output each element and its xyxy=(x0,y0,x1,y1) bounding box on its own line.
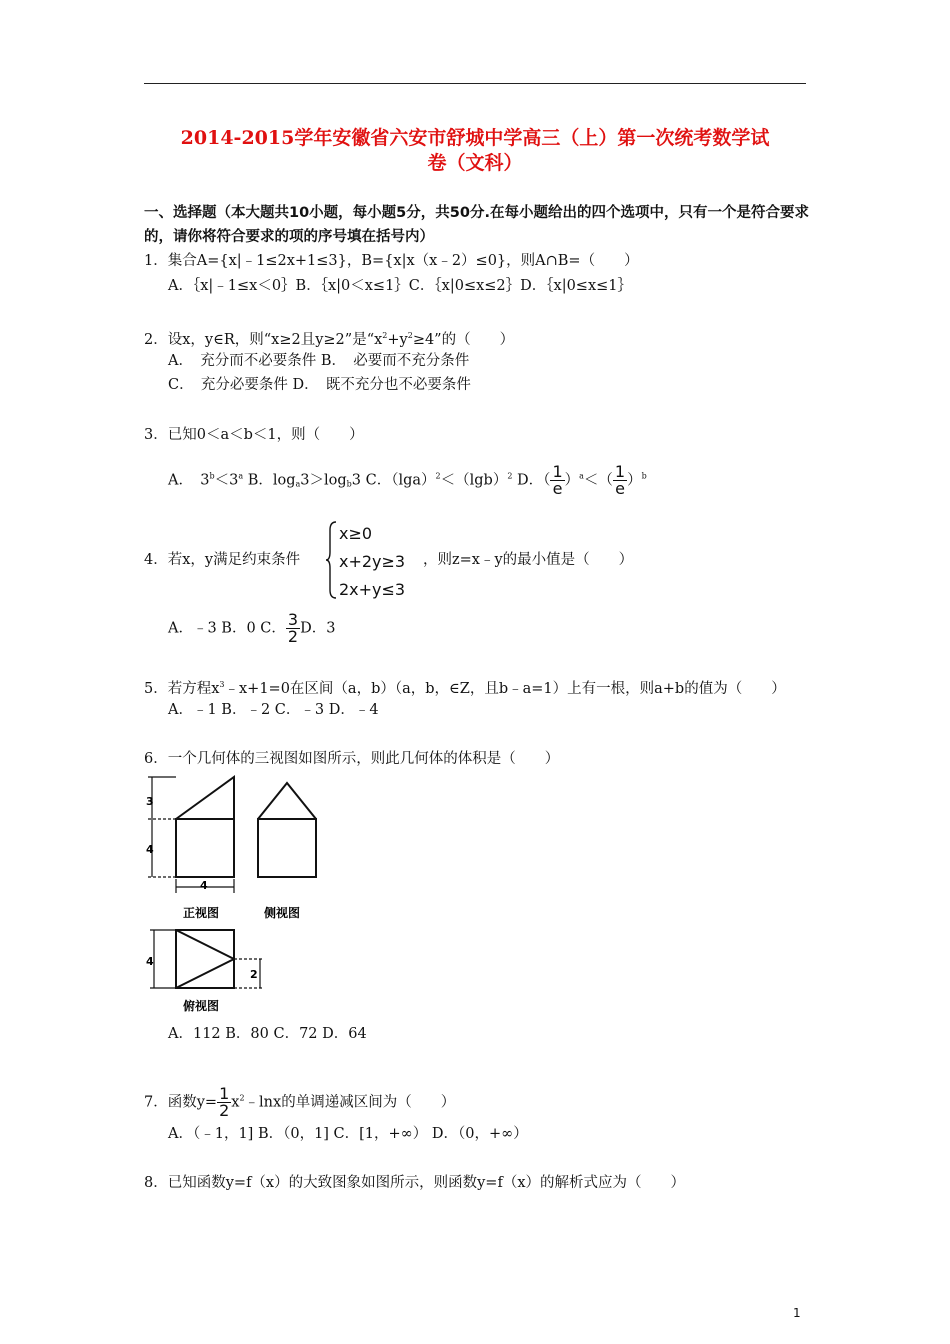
side-view xyxy=(258,783,316,877)
header-rule xyxy=(144,83,806,84)
question-5-options: A．﹣1 B．﹣2 C．﹣3 D．﹣4 xyxy=(168,702,379,718)
question-8-stem: 8．已知函数y=f（x）的大致图象如图所示，则函数y=f（x）的解析式应为（ ） xyxy=(144,1175,685,1191)
question-1-options: A．｛x|﹣1≤x＜0｝B．｛x|0＜x≤1｝C．｛x|0≤x≤2｝D．｛x|0≤x≤1｝ xyxy=(168,278,633,294)
side-view-label: 侧视图 xyxy=(264,906,301,920)
dim-label-4-width: 4 xyxy=(200,879,208,892)
fraction-1-over-2: $\frac{1}{2}$ xyxy=(219,1084,230,1120)
question-3-stem: 3．已知0＜a＜b＜1，则（ ） xyxy=(144,427,364,443)
question-4-stem-suffix: ，则z=x﹣y的最小值是（ ） xyxy=(423,552,634,568)
question-1-stem: 1．集合A={x|﹣1≤2x+1≤3}，B={x|x（x﹣2）≤0}，则A∩B=（ ） xyxy=(144,253,639,269)
dim-label-4-height: 4 xyxy=(146,843,154,856)
question-5-stem: 5．若方程$x^3﹣x+1=0$在区间（a，b）（a，b，∈Z，且b﹣a=1）上有一根，则a+b的值为（ ） xyxy=(144,680,786,697)
fraction-1-over-e: $\frac{1}{e}$ xyxy=(614,462,626,498)
dim-label-4-top: 4 xyxy=(146,955,154,968)
question-7-stem: 7．函数y= $\frac{1}{2}$ $x^2﹣\ln x$的单调递减区间为（ ） xyxy=(144,1084,456,1120)
constraint-2: x+2y≥3 xyxy=(339,552,406,571)
front-view xyxy=(176,777,234,877)
three-view-figure xyxy=(140,775,320,1020)
page-number: 1 xyxy=(793,1306,801,1320)
question-3-options: A． $3^b<3^a$ B．$\log_a3>\log_b3$ C．$(\lg a)^2<(\lg b)^2$ D．（ $\frac{1}{e}$ ）$^a$＜（ $\frac{1}{e}$ ）$^b$ xyxy=(168,462,647,498)
constraint-1: x≥0 xyxy=(339,524,373,543)
top-view xyxy=(176,930,234,988)
dim-label-3: 3 xyxy=(146,795,154,808)
question-7-options: A．（﹣1，1] B．（0，1] C．[1，+∞） D．（0，+∞） xyxy=(168,1126,528,1142)
fraction-3-over-2: $\frac{3}{2}$ xyxy=(287,610,299,646)
question-4-stem-prefix: 4．若x，y满足约束条件 xyxy=(144,552,301,568)
question-6-stem: 6．一个几何体的三视图如图所示，则此几何体的体积是（ ） xyxy=(144,751,560,767)
question-4-options: A．﹣3 B．0 C． $\frac{3}{2}$ D．3 xyxy=(168,610,336,646)
system-brace xyxy=(326,520,338,600)
top-view-label: 俯视图 xyxy=(183,999,220,1013)
document-title-line1: 2014-2015学年安徽省六安市舒城中学高三（上）第一次统考数学试 xyxy=(180,127,770,149)
question-2-options-line2: C． 充分必要条件 D． 既不充分也不必要条件 xyxy=(168,377,471,393)
question-2-options-line1: A． 充分而不必要条件 B． 必要而不充分条件 xyxy=(168,353,470,369)
question-2-stem: 2．设x，y∈R，则“x≥2且y≥2”是“$x^2+y^2\ge 4$”的（ ） xyxy=(144,331,515,348)
constraint-3: 2x+y≤3 xyxy=(339,580,406,599)
fraction-1-over-e: $\frac{1}{e}$ xyxy=(552,462,563,498)
constraint-system xyxy=(339,520,405,604)
section-header: 一、选择题（本大题共10小题，每小题5分，共50分.在每小题给出的四个选项中，只有一个是符合要求的，请你将符合要求的项的序号填在括号内） xyxy=(144,205,809,245)
document-title-line2: 卷（文科） xyxy=(427,152,523,174)
dim-label-2: 2 xyxy=(250,968,258,981)
front-view-label: 正视图 xyxy=(183,906,220,920)
question-6-options: A．112 B．80 C．72 D．64 xyxy=(168,1026,367,1042)
